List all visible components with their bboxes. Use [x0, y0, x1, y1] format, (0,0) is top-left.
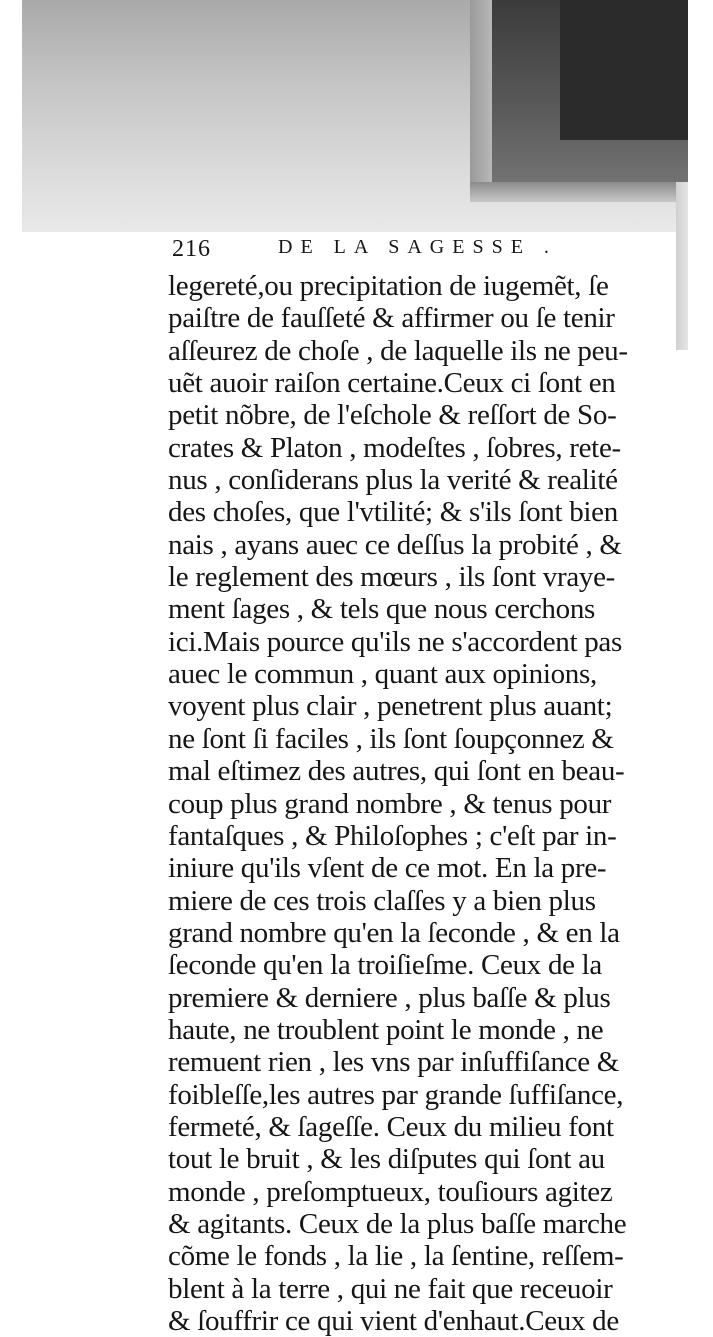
text-line: legereté,ou precipitation de iugemẽt, ſe [168, 270, 609, 302]
right-margin [688, 0, 713, 360]
page-number: 216 [172, 236, 211, 262]
text-line: foibleſſe,les autres par grande ſuffiſance, [168, 1078, 624, 1111]
text-line: & ſouffrir ce qui vient d'enhaut.Ceux de [168, 1305, 619, 1337]
text-line: des choſes, que l'vtilité; & s'ils ſont bien [168, 496, 618, 529]
text-line: remuent rien , les vns par inſuffiſance & [168, 1046, 620, 1079]
text-line: miere de ces trois claſſes y a bien plus [168, 884, 596, 917]
text-line: ne ſont ſi faciles , ils ſont ſoupçonnez & [168, 722, 614, 755]
running-head: DE LA SAGESSE . [278, 236, 557, 258]
text-line: nus , conſiderans plus la verité & realité [168, 464, 618, 497]
book-spine [470, 0, 492, 200]
text-line: haute, ne troublent point le monde , ne [168, 1013, 604, 1046]
text-line: aſſeurez de choſe , de laquelle ils ne peu- [168, 334, 628, 367]
text-line: ici.Mais pource qu'ils ne s'accordent pas [168, 625, 622, 658]
scanner-dark-inner [560, 0, 692, 140]
text-line: & agitants. Ceux de la plus baſſe marche [168, 1207, 627, 1240]
page-header [168, 236, 680, 270]
text-line: monde , preſomptueux, touſiours agitez [168, 1175, 613, 1208]
text-line: ſeconde qu'en la troiſieſme. Ceux de la [168, 949, 603, 982]
text-line: crates & Platon , modeſtes , ſobres, rete- [168, 431, 621, 464]
text-line: ment ſages , & tels que nous cerchons [168, 593, 596, 626]
text-line: cõme le fonds , la lie , la ſentine, reſſem- [168, 1240, 624, 1273]
book-page [168, 236, 688, 1337]
text-line: uẽt auoir raiſon certaine.Ceux ci ſont en [168, 367, 616, 400]
text-line: fermeté, & ſageſſe. Ceux du milieu font [168, 1110, 614, 1143]
text-line: paiſtre de fauſſeté & affirmer ou ſe tenir [168, 302, 615, 335]
text-line: voyent plus clair , penetrent plus auant; [168, 690, 613, 723]
text-line: coup plus grand nombre , & tenus pour [168, 787, 612, 820]
text-line: tout le bruit , & les diſputes qui ſont au [168, 1143, 605, 1176]
text-line: mal eſtimez des autres, qui ſont en beau- [168, 755, 625, 788]
text-line: nais , ayans auec ce deſſus la probité , & [168, 528, 622, 561]
text-line: petit nõbre, de l'eſchole & reſſort de So- [168, 399, 617, 432]
text-line: blent à la terre , qui ne fait que receuoir [168, 1272, 613, 1305]
text-line: le reglement des mœurs , ils ſont vraye- [168, 561, 616, 594]
page-edge [470, 182, 692, 202]
text-line: auec le commun , quant aux opinions, [168, 658, 597, 691]
text-line: grand nombre qu'en la ſeconde , & en la [168, 916, 620, 949]
text-line: premiere & derniere , plus baſſe & plus [168, 981, 611, 1014]
scan-left-margin [0, 0, 22, 232]
text-body [168, 270, 688, 1337]
text-line: iniure qu'ils vſent de ce mot. En la pre- [168, 852, 607, 885]
text-line: fantaſques , & Philoſophes ; c'eſt par in- [168, 819, 617, 852]
